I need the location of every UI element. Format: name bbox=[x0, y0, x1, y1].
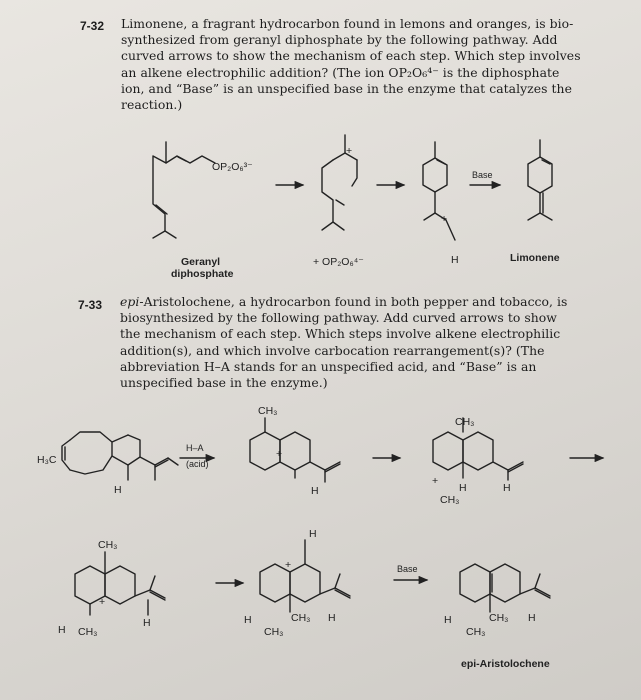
plus-charge: + bbox=[285, 559, 292, 571]
epi-prefix: epi bbox=[461, 658, 477, 670]
geranyl-label-line1: Geranyl bbox=[181, 256, 221, 268]
hydrogen-label: H bbox=[58, 624, 66, 636]
plus-diphosphate-label: + OP₂O₆⁴⁻ bbox=[313, 256, 364, 268]
methyl-label: CH₃ bbox=[466, 626, 486, 638]
problem-number-7-32: 7-32 bbox=[80, 19, 105, 33]
problem-number-7-33: 7-33 bbox=[78, 298, 103, 312]
bicyclic-cation-3-structure bbox=[58, 539, 165, 638]
methyl-label: CH₃ bbox=[78, 626, 98, 638]
leaving-group-label: OP₂O₆³⁻ bbox=[212, 161, 253, 173]
methyl-label: CH₃ bbox=[489, 612, 509, 624]
h3c-label: H₃C bbox=[37, 454, 57, 466]
hydrogen-label: H bbox=[444, 614, 452, 626]
problem-line: curved arrows to show the mechanism of each step. Which step involves bbox=[121, 48, 581, 64]
acid-reagent-label: H–A bbox=[186, 443, 204, 453]
problem-line: an alkene electrophilic addition? (The ion OP₂O₆⁴⁻ is the diphosphate bbox=[121, 64, 560, 80]
hydrogen-label: H bbox=[114, 484, 122, 496]
product-name-label bbox=[461, 658, 550, 670]
methyl-label: CH₃ bbox=[98, 539, 118, 551]
starting-diene-structure bbox=[37, 432, 178, 496]
hydrogen-label: H bbox=[451, 254, 459, 266]
problem-line: -Aristolochene, a hydrocarbon found in both pepper and tobacco, is bbox=[139, 294, 568, 309]
cyclic-cation-structure bbox=[423, 142, 459, 266]
plus-charge: + bbox=[432, 475, 439, 487]
hydrogen-label: H bbox=[309, 528, 317, 540]
product-name-rest: -Aristolochene bbox=[476, 658, 550, 670]
problem-line: Limonene, a fragrant hydrocarbon found in lemons and oranges, is bio- bbox=[121, 16, 574, 31]
hydrogen-label: H bbox=[143, 617, 151, 629]
problem-line: unspecified base in the enzyme.) bbox=[120, 375, 328, 391]
problem-line: addition(s), and which involve carbocation rearrangement(s)? (The bbox=[120, 342, 545, 358]
epi-aristolochene-structure bbox=[444, 564, 550, 670]
base-label: Base bbox=[472, 170, 493, 180]
bicyclic-cation-2-structure bbox=[432, 416, 523, 506]
bicyclic-cation-4-structure bbox=[244, 528, 350, 638]
acid-reagent-note: (acid) bbox=[186, 459, 209, 469]
problem-line: the mechanism of each step. Which steps involve alkene electrophilic bbox=[120, 326, 561, 342]
hydrogen-label: H bbox=[528, 612, 536, 624]
problem-line: reaction.) bbox=[121, 97, 183, 113]
hydrogen-label: H bbox=[503, 482, 511, 494]
plus-charge: + bbox=[346, 145, 353, 157]
hydrogen-label: H bbox=[459, 482, 467, 494]
geranyl-diphosphate-structure bbox=[153, 142, 253, 280]
base-label: Base bbox=[397, 564, 418, 574]
hydrogen-label: H bbox=[311, 485, 319, 497]
plus-charge: + bbox=[99, 596, 106, 608]
methyl-label: CH₃ bbox=[258, 405, 278, 417]
methyl-label: CH₃ bbox=[291, 612, 311, 624]
hydrogen-label: H bbox=[328, 612, 336, 624]
allylic-cation-structure bbox=[313, 135, 364, 268]
problem-line: abbreviation H–A stands for an unspecified acid, and “Base” is an bbox=[120, 358, 537, 374]
methyl-label: CH₃ bbox=[440, 494, 460, 506]
problem-line: ion, and “Base” is an unspecified base in the enzyme that catalyzes the bbox=[121, 80, 572, 96]
plus-charge: + bbox=[441, 213, 448, 225]
limonene-structure bbox=[510, 140, 560, 264]
limonene-label: Limonene bbox=[510, 252, 560, 264]
geranyl-label-line2: diphosphate bbox=[171, 268, 234, 280]
bicyclic-cation-1-structure bbox=[250, 405, 340, 497]
plus-charge: + bbox=[276, 448, 283, 460]
methyl-label: CH₃ bbox=[264, 626, 284, 638]
problem-line: synthesized from geranyl diphosphate by the following pathway. Add bbox=[121, 32, 558, 48]
methyl-label: CH₃ bbox=[455, 416, 475, 428]
problem-line: biosynthesized by the following pathway. Add curved arrows to show bbox=[120, 310, 557, 326]
hydrogen-label: H bbox=[244, 614, 252, 626]
epi-prefix: epi bbox=[120, 294, 140, 309]
